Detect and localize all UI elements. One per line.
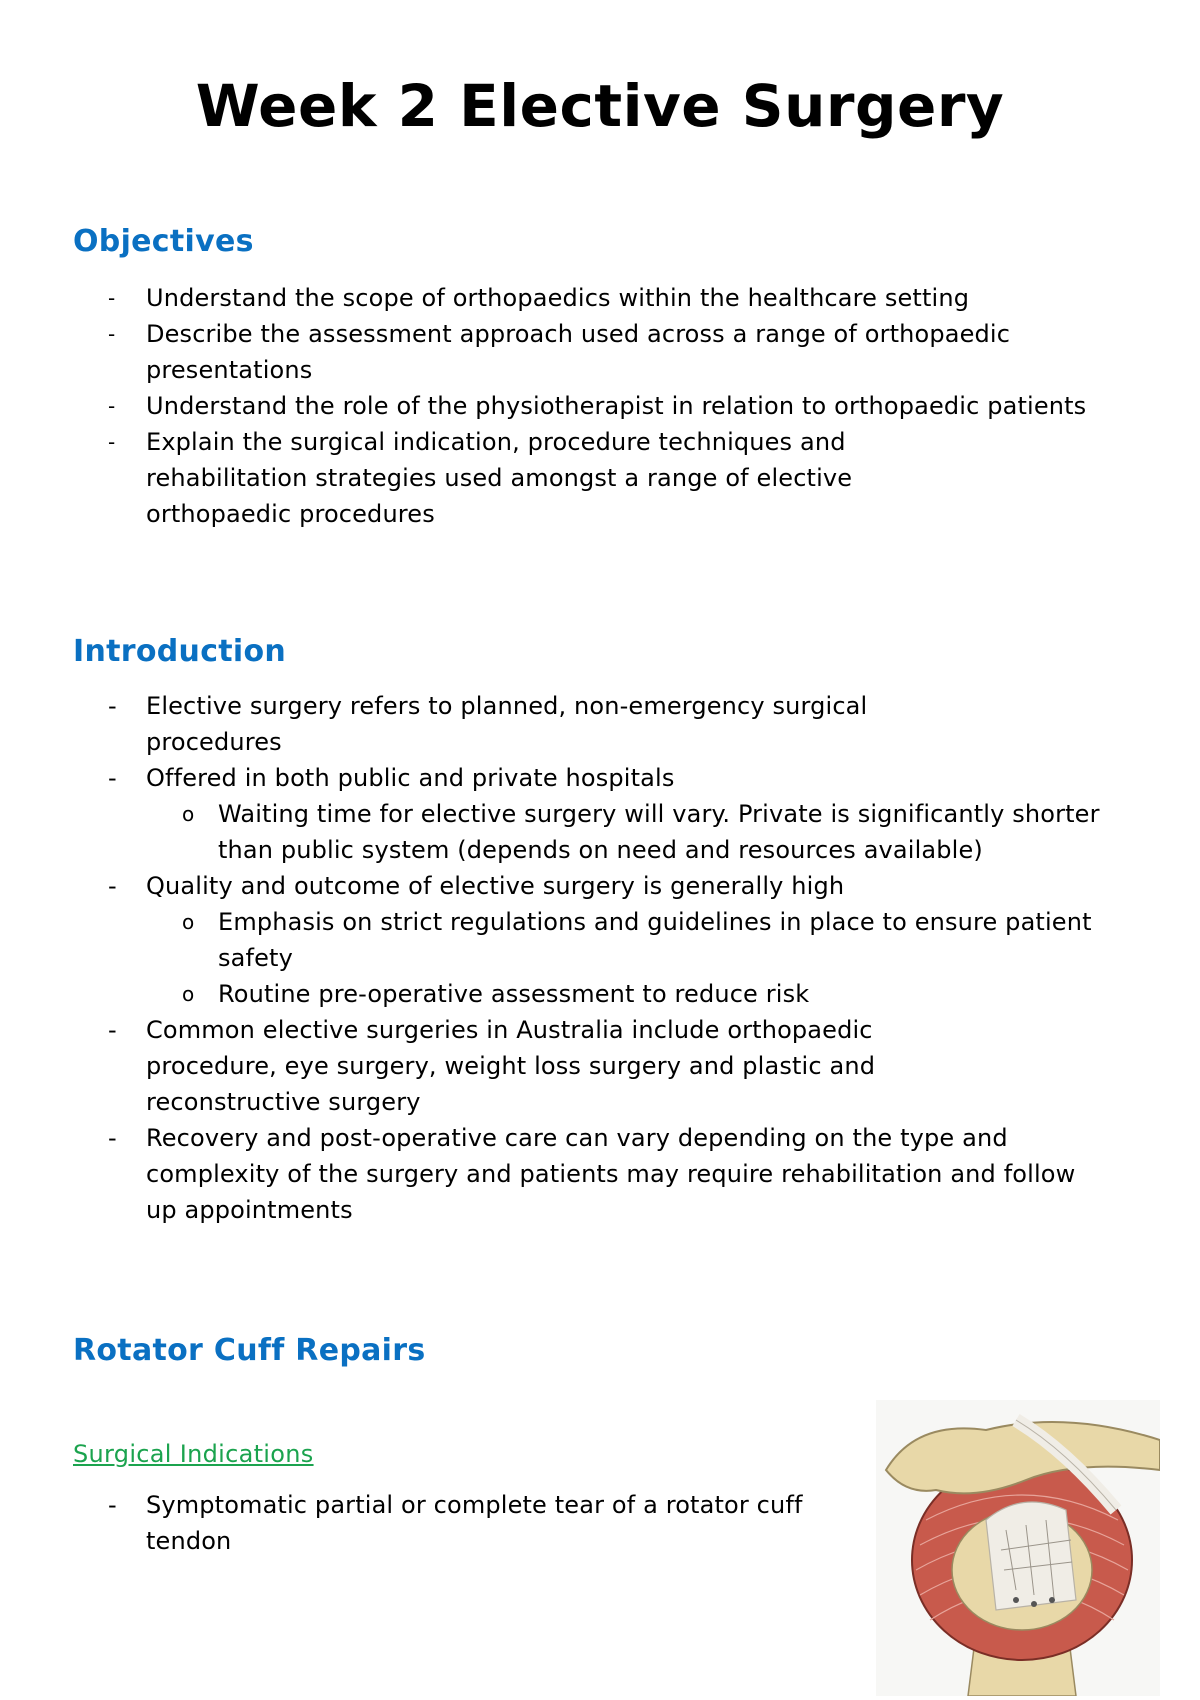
- list-item: o Waiting time for elective surgery will vary. Private is significantly shorter than public system (depends on need and resources available): [182, 800, 1100, 864]
- list-item: - Recovery and post-operative care can vary depending on the type and complexity of the surgery and patients may require rehabilitation and follow up appointments: [108, 1124, 1076, 1224]
- list-item: - Understand the role of the physiotherapist in relation to orthopaedic patients: [108, 392, 1087, 420]
- surgical-indications-subheading: Surgical Indications: [73, 1440, 314, 1468]
- page-title: Week 2 Elective Surgery: [195, 72, 1005, 140]
- list-item: - Offered in both public and private hospitals: [108, 764, 675, 792]
- rotator-cuff-list: [0, 1487, 856, 1559]
- introduction-list: [0, 688, 1158, 1228]
- list-item: - Elective surgery refers to planned, non-emergency surgical procedures: [108, 692, 868, 756]
- rotator-cuff-heading: Rotator Cuff Repairs: [73, 1333, 426, 1368]
- list-item: - Symptomatic partial or complete tear of a rotator cuff tendon: [108, 1491, 803, 1555]
- list-item: - Describe the assessment approach used across a range of orthopaedic presentations: [108, 320, 1011, 384]
- list-item: - Explain the surgical indication, procedure techniques and rehabilitation strategies used amongst a range of elective orthopaedic procedures: [108, 428, 853, 528]
- list-item: - Common elective surgeries in Australia include orthopaedic procedure, eye surgery, weight loss surgery and plastic and reconstructive surgery: [108, 1016, 876, 1116]
- list-item: - Quality and outcome of elective surgery is generally high: [108, 872, 845, 900]
- list-item: o Emphasis on strict regulations and guidelines in place to ensure patient safety: [182, 908, 1092, 972]
- shoulder-rotator-cuff-illustration-icon: [876, 1400, 1160, 1696]
- objectives-list: [0, 280, 1160, 532]
- objectives-heading: Objectives: [73, 224, 254, 259]
- list-item: o Routine pre-operative assessment to reduce risk: [182, 980, 810, 1008]
- introduction-heading: Introduction: [73, 634, 287, 669]
- list-item: - Understand the scope of orthopaedics within the healthcare setting: [108, 284, 970, 312]
